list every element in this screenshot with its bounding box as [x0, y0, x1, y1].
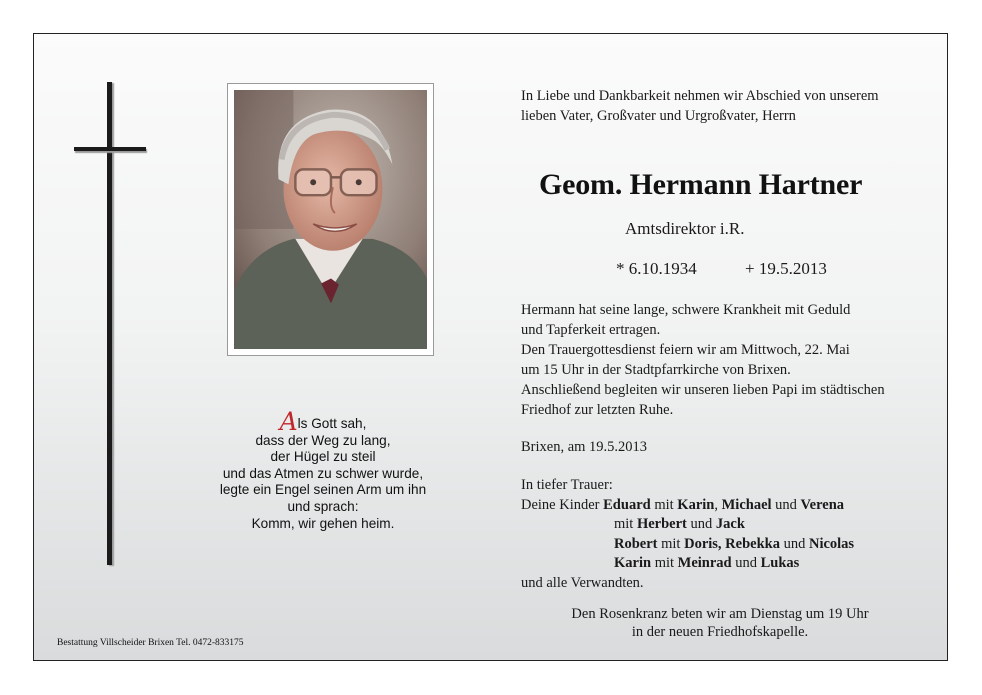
poem-line: Als Gott sah, — [279, 407, 367, 436]
mourners-heading: In tiefer Trauer: — [521, 477, 613, 493]
poem — [188, 407, 458, 532]
poem-line: und sprach: — [287, 498, 359, 514]
deceased-title: Amtsdirektor i.R. — [625, 219, 745, 238]
death-date: + 19.5.2013 — [745, 259, 827, 278]
poem-line: legte ein Engel seinen Arm um ihn — [219, 482, 427, 498]
cross-icon — [107, 82, 112, 565]
announcement-paragraph: Hermann hat seine lange, schwere Krankheit mit Geduld und Tapferkeit ertragen. Den Trauergottesdienst feiern wir am Mittwoch, 22. Mai um 15 Uhr in der Stadtpfarrkirche von Brixen. Anschließend begleiten wir unseren lieben Papi im städtischen Friedhof zur letzten Ruhe. — [521, 302, 885, 418]
mourners-line: Deine Kinder Eduard mit Karin, Michael und Verena — [521, 496, 845, 513]
mourners-line: Robert mit Doris, Rebekka und Nicolas — [614, 535, 855, 552]
intro-text: In Liebe und Dankbarkeit nehmen wir Abschied von unserem lieben Vater, Großvater und Urgroßvater, Herrn — [521, 88, 879, 124]
poem-line: und das Atmen zu schwer wurde, — [222, 465, 424, 481]
mourners-list — [521, 476, 854, 593]
poem-line: Komm, wir gehen heim. — [251, 515, 395, 531]
mourners-line: mit Herbert und Jack — [614, 516, 745, 532]
portrait-photo — [234, 90, 427, 349]
mourners-line: Karin mit Meinrad und Lukas — [614, 555, 800, 571]
funeral-home-footer: Bestattung Villscheider Brixen Tel. 0472-833175 — [57, 638, 244, 648]
poem-line: der Hügel zu steil — [270, 449, 376, 465]
portrait-photo-frame — [227, 83, 434, 356]
birth-date: * 6.10.1934 — [616, 259, 697, 278]
cross-crossbar — [74, 147, 146, 151]
poem-line: dass der Weg zu lang, — [255, 432, 391, 448]
deceased-name: Geom. Hermann Hartner — [539, 168, 863, 201]
mourners-closing: und alle Verwandten. — [521, 574, 644, 591]
poem-dropcap: A — [279, 407, 298, 436]
place-date: Brixen, am 19.5.2013 — [521, 439, 648, 455]
rosary-notice: Den Rosenkranz beten wir am Dienstag um 19 Uhr in der neuen Friedhofskapelle. — [571, 606, 869, 640]
